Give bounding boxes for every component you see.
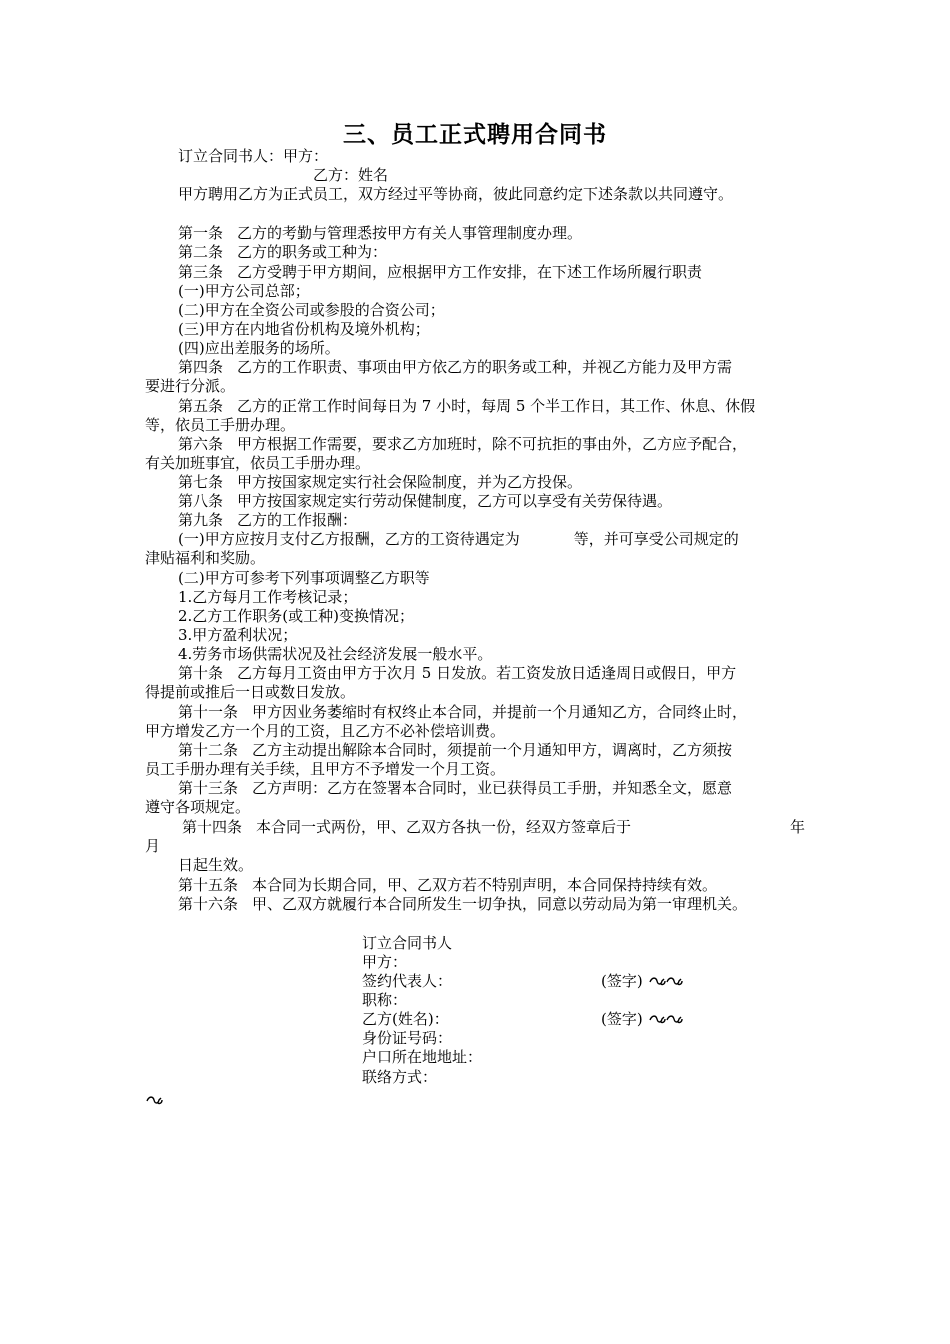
article-text: 乙方的工作报酬： (237, 511, 358, 529)
article-text: (一)甲方应按月支付乙方报酬，乙方的工资待遇定为 (178, 530, 520, 548)
signature-address: 户口所在地地址： (362, 1048, 483, 1066)
article-6 (178, 435, 747, 454)
list-item: (一)甲方公司总部； (178, 282, 310, 300)
end-mark-icon (145, 1093, 163, 1107)
article-9-item-2: (二)甲方可参考下列事项调整乙方职等 (178, 569, 430, 587)
article-3 (178, 263, 702, 282)
article-9 (178, 511, 357, 530)
article-text-tail: 等，并可享受公司规定的 (573, 530, 739, 548)
article-number: 第五条 (178, 397, 224, 415)
article-number: 第九条 (178, 511, 224, 529)
list-item: (三)甲方在内地省份机构及境外机构； (178, 320, 430, 338)
article-text: 甲方根据工作需要，要求乙方加班时，除不可抗拒的事由外，乙方应予配合， (237, 435, 748, 453)
article-text: 甲方按国家规定实行社会保险制度，并为乙方投保。 (237, 473, 583, 491)
page-title: 三、员工正式聘用合同书 (343, 122, 607, 148)
article-7 (178, 473, 582, 492)
article-6-continued: 有关加班事宜，依员工手册办理。 (145, 454, 371, 472)
article-number: 第四条 (178, 358, 224, 376)
list-item: 3.甲方盈利状况； (178, 626, 298, 644)
signature-contact: 联络方式： (362, 1068, 438, 1086)
article-number: 第十二条 (178, 741, 239, 759)
article-11-continued: 甲方增发乙方一个月的工资，且乙方不必补偿培训费。 (145, 722, 506, 740)
article-13 (178, 779, 732, 798)
article-text: 甲、乙双方就履行本合同所发生一切争执，同意以劳动局为第一审理机关。 (252, 895, 748, 913)
signature-representative: 签约代表人： (362, 972, 453, 990)
article-number: 第十六条 (178, 895, 239, 913)
article-5 (178, 397, 755, 416)
article-number: 第三条 (178, 263, 224, 281)
article-number: 第十四条 (182, 818, 243, 836)
article-10-continued: 得提前或推后一日或数日发放。 (145, 683, 356, 701)
article-14-continued: 日起生效。 (178, 856, 254, 874)
signature-heading: 订立合同书人 (362, 934, 453, 952)
month-label: 月 (145, 837, 161, 855)
list-item: 2.乙方工作职务(或工种)变换情况； (178, 607, 415, 625)
sign-label: (签字) (601, 1010, 643, 1028)
signature-position: 职称： (362, 991, 408, 1009)
article-number: 第十三条 (178, 779, 239, 797)
article-text: 乙方主动提出解除本合同时，须提前一个月通知甲方，调离时，乙方须按 (252, 741, 733, 759)
article-text: 乙方的工作职责、事项由甲方依乙方的职务或工种，并视乙方能力及甲方需 (237, 358, 733, 376)
article-4 (178, 358, 732, 377)
article-number: 第八条 (178, 492, 224, 510)
article-10 (178, 664, 736, 683)
year-label: 年 (790, 818, 806, 836)
article-9-item-1 (178, 530, 739, 549)
article-4-continued: 要进行分派。 (145, 377, 236, 395)
article-text: 乙方的职务或工种为： (237, 243, 388, 261)
article-number: 第六条 (178, 435, 224, 453)
article-5-continued: 等，依员工手册办理。 (145, 416, 296, 434)
article-text: 乙方的正常工作时间每日为 7 小时，每周 5 个半工作日，其工作、休息、休假 (237, 397, 756, 415)
article-11 (178, 703, 747, 722)
article-13-continued: 遵守各项规定。 (145, 798, 251, 816)
article-text: 甲方按国家规定实行劳动保健制度，乙方可以享受有关劳保待遇。 (237, 492, 673, 510)
handwriting-scribble-icon (648, 1012, 684, 1026)
article-text: 乙方的考勤与管理悉按甲方有关人事管理制度办理。 (237, 224, 583, 242)
article-text: 乙方受聘于甲方期间，应根据甲方工作安排，在下述工作场所履行职责 (237, 263, 703, 281)
intro-paragraph: 甲方聘用乙方为正式员工，双方经过平等协商，彼此同意约定下述条款以共同遵守。 (178, 185, 734, 203)
signature-party-a: 甲方： (362, 953, 408, 971)
article-text: 甲方因业务萎缩时有权终止本合同，并提前一个月通知乙方，合同终止时， (252, 703, 748, 721)
list-item: (四)应出差服务的场所。 (178, 339, 340, 357)
article-16 (178, 895, 747, 914)
list-item: (二)甲方在全资公司或参股的合资公司； (178, 301, 445, 319)
article-text: 本合同一式两份，甲、乙双方各执一份，经双方签章后于 (256, 818, 632, 836)
article-12-continued: 员工手册办理有关手续，且甲方不予增发一个月工资。 (145, 760, 506, 778)
article-text: 本合同为长期合同，甲、乙双方若不特别声明，本合同保持持续有效。 (252, 876, 718, 894)
article-number: 第十一条 (178, 703, 239, 721)
article-1 (178, 224, 582, 243)
list-item: 4.劳务市场供需状况及社会经济发展一般水平。 (178, 645, 493, 663)
article-9-item-1-continued: 津贴福利和奖励。 (145, 549, 266, 567)
article-number: 第十五条 (178, 876, 239, 894)
article-8 (178, 492, 672, 511)
article-number: 第二条 (178, 243, 224, 261)
article-text: 乙方声明：乙方在签署本合同时，业已获得员工手册，并知悉全文，愿意 (252, 779, 733, 797)
signature-field-b (601, 1010, 684, 1029)
signature-field-a (601, 972, 684, 991)
article-number: 第七条 (178, 473, 224, 491)
article-15 (178, 876, 717, 895)
article-14 (182, 818, 631, 837)
article-number: 第十条 (178, 664, 224, 682)
article-2 (178, 243, 387, 262)
party-b-line: 乙方：姓名 (313, 166, 389, 184)
article-text: 乙方每月工资由甲方于次月 5 日发放。若工资发放日适逢周日或假日，甲方 (237, 664, 737, 682)
article-number: 第一条 (178, 224, 224, 242)
article-12 (178, 741, 732, 760)
signature-id-number: 身份证号码： (362, 1029, 453, 1047)
party-line: 订立合同书人：甲方： (178, 147, 329, 165)
list-item: 1.乙方每月工作考核记录； (178, 588, 358, 606)
sign-label: (签字) (601, 972, 643, 990)
handwriting-scribble-icon (648, 974, 684, 988)
signature-party-b: 乙方(姓名)： (362, 1010, 449, 1028)
